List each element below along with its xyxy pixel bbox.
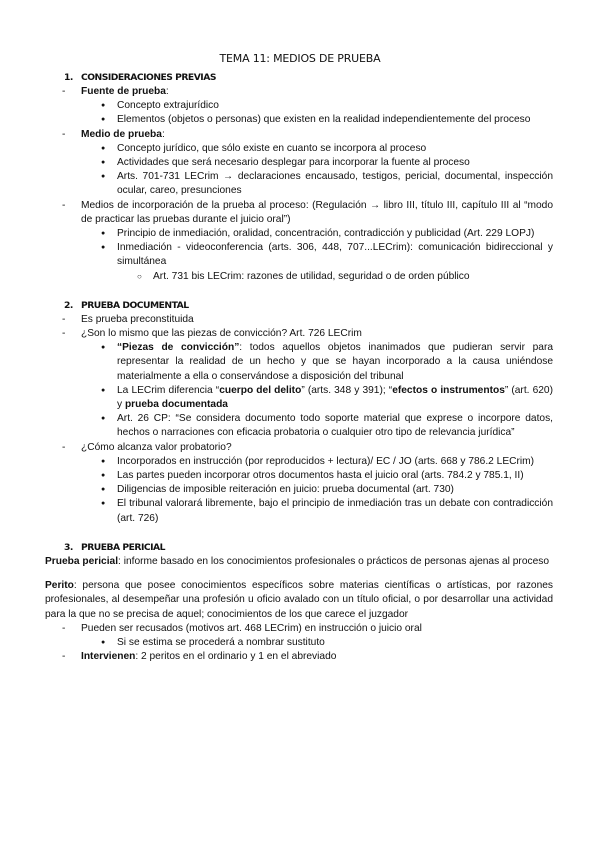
list-item: ● Concepto extrajurídico <box>45 99 553 113</box>
paragraph-perito: Perito: persona que posee conocimientos específicos sobre materias científicas o artísticas, por razones profesionales, al desempeñar una profesión u oficio avalado con un título oficial, o por desarrollar una actividad para la que no se precisa de aquel; conocimientos de los que carece el juzgador <box>45 580 553 620</box>
list-item: ● El tribunal valorará libremente, bajo el principio de inmediación tras un debate con contradicción (art. 726) <box>45 497 553 525</box>
list-item: ● Art. 26 CP: “Se considera documento todo soporte material que exprese o incorpore datos, hechos o narraciones con eficacia probatoria o cualquier otro tipo de relevancia jurídica” <box>45 412 553 440</box>
list-item: ○ Art. 731 bis LECrim: razones de utilidad, seguridad o de orden público <box>45 270 553 284</box>
section-heading-1: 1. CONSIDERACIONES PREVIAS <box>64 72 216 83</box>
list-item: ● La LECrim diferencia “cuerpo del delito” (arts. 348 y 391); “efectos o instrumentos” (art. 620) y prueba documentada <box>45 384 553 412</box>
page-title: TEMA 11: MEDIOS DE PRUEBA <box>219 52 381 65</box>
section-heading-3: 3. PRUEBA PERICIAL <box>64 541 165 553</box>
list-item: - Es prueba preconstituida <box>45 313 553 327</box>
list-item: ● Elementos (objetos o personas) que existen en la realidad independientemente del proceso <box>45 113 553 127</box>
list-item: ● Si se estima se procederá a nombrar sustituto <box>45 636 553 650</box>
list-item: ● Actividades que será necesario desplegar para incorporar la fuente al proceso <box>45 156 553 170</box>
list-item: - ¿Son lo mismo que las piezas de convicción? Art. 726 LECrim <box>45 327 553 341</box>
list-item: ● Incorporados en instrucción (por reproducidos + lectura)/ EC / JO (arts. 668 y 786.2 LECrim) <box>45 455 553 469</box>
list-item: ● Las partes pueden incorporar otros documentos hasta el juicio oral (arts. 784.2 y 785.1, II) <box>45 469 553 483</box>
list-item: - Fuente de prueba: <box>45 85 553 99</box>
list-item: ● Concepto jurídico, que sólo existe en cuanto se incorpora al proceso <box>45 142 553 156</box>
list-item: ● Diligencias de imposible reiteración en juicio: prueba documental (art. 730) <box>45 483 553 497</box>
paragraph-prueba-pericial: Prueba pericial: informe basado en los conocimientos profesionales o prácticos de personas ajenas al proceso <box>45 555 550 567</box>
list-item: ● Arts. 701-731 LECrim → declaraciones encausado, testigos, pericial, documental, inspección ocular, careo, presunciones <box>45 170 553 198</box>
list-item: ● “Piezas de convicción”: todos aquellos objetos inanimados que pudieran servir para representar la realidad de un hecho y que se hayan incorporado a la causa uniéndose materialmente a ella o conservándose a disposición del tribunal <box>45 341 553 384</box>
section-heading-2: 2. PRUEBA DOCUMENTAL <box>64 299 189 311</box>
list-item: - Medios de incorporación de la prueba al proceso: (Regulación → libro III, título III, capítulo III al “modo de practicar las pruebas durante el juicio oral”) <box>45 199 553 227</box>
list-item: - ¿Cómo alcanza valor probatorio? <box>45 441 553 455</box>
list-item: - Intervienen: 2 peritos en el ordinario y 1 en el abreviado <box>45 650 553 664</box>
list-item: - Medio de prueba: <box>45 128 553 142</box>
document-body <box>45 70 553 664</box>
list-item: ● Principio de inmediación, oralidad, concentración, contradicción y publicidad (Art. 229 LOPJ) <box>45 227 553 241</box>
list-item: ● Inmediación - videoconferencia (arts. 306, 448, 707...LECrim): comunicación bidireccional y simultánea <box>45 241 553 269</box>
list-item: - Pueden ser recusados (motivos art. 468 LECrim) en instrucción o juicio oral <box>45 622 553 636</box>
